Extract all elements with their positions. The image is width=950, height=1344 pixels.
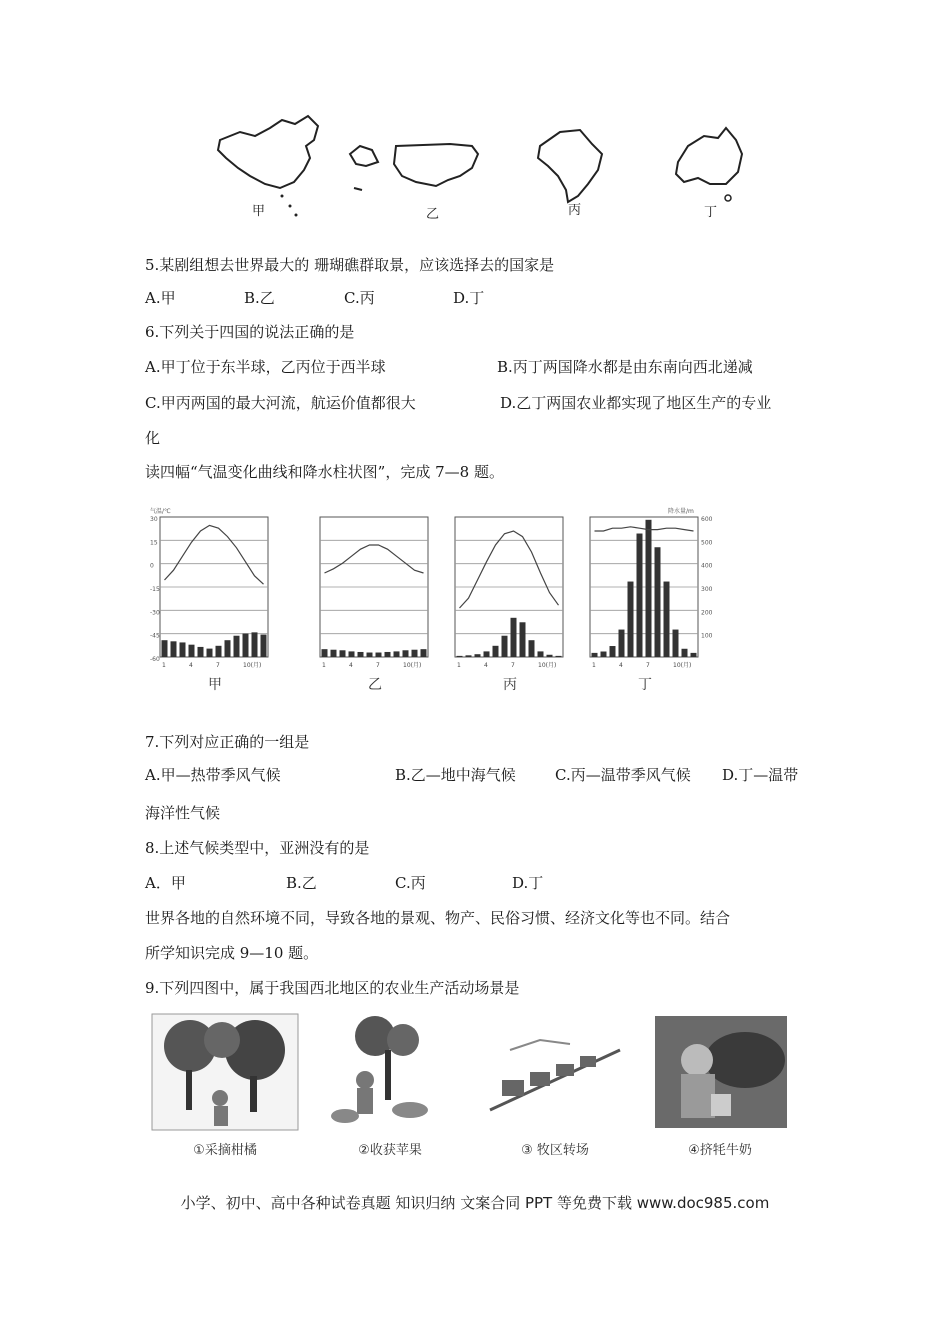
precip-bar	[421, 649, 427, 657]
month-tick: 1	[592, 662, 596, 669]
map-australia	[676, 128, 742, 184]
month-tick: 4	[349, 662, 353, 669]
precip-bar	[466, 655, 472, 657]
q8-option-b: B.乙	[286, 874, 317, 892]
precip-bar	[628, 582, 634, 657]
precip-tick: 200	[701, 609, 713, 617]
picture-pasture-migration	[480, 1010, 630, 1158]
caption-2: ②收获苹果	[358, 1143, 422, 1158]
q9-stem: 9.下列四图中，属于我国西北地区的农业生产活动场景是	[145, 979, 520, 997]
precip-bar	[189, 645, 195, 657]
temperature-curve	[325, 545, 424, 573]
q8-option-d: D.丁	[512, 874, 544, 892]
climate-label-3: 丁	[638, 677, 652, 693]
month-tick: 7	[216, 662, 220, 669]
precip-bar	[511, 618, 517, 657]
caption-4: ④挤牦牛奶	[688, 1143, 752, 1158]
precip-bar	[691, 653, 697, 657]
map-china	[218, 116, 318, 188]
precip-bar	[538, 651, 544, 657]
precip-bar	[529, 640, 535, 657]
q9-pictures	[145, 1010, 795, 1158]
precip-bar	[475, 654, 481, 657]
q6-option-b: B.丙丁两国降水都是由东南向西北递减	[497, 358, 753, 376]
month-tick: 1	[322, 662, 326, 669]
precip-tick: 500	[701, 539, 713, 547]
precip-bar	[180, 642, 186, 657]
month-tick: 10(月)	[403, 662, 422, 669]
caption-3: ③ 牧区转场	[521, 1143, 589, 1158]
map-label-jia: 甲	[252, 204, 266, 219]
precip-bar	[547, 655, 553, 657]
map-usa	[350, 146, 378, 166]
page-footer: 小学、初中、高中各种试卷真题 知识归纳 文案合同 PPT 等免费下载 www.doc985.com	[180, 1194, 770, 1212]
q7-stem: 7.下列对应正确的一组是	[145, 733, 310, 751]
q8-option-c: C.丙	[395, 874, 426, 892]
precip-tick: 600	[701, 516, 713, 523]
temp-tick: 0	[150, 562, 154, 570]
precip-bar	[601, 652, 607, 657]
precip-bar	[592, 653, 598, 657]
precip-bar	[655, 547, 661, 657]
month-tick: 1	[162, 662, 166, 669]
precip-bar	[520, 622, 526, 657]
month-tick: 10(月)	[243, 662, 262, 669]
q7-option-d: D.丁—温带	[722, 766, 799, 784]
month-tick: 7	[646, 662, 650, 669]
precip-bar	[234, 636, 240, 657]
q6-option-c: C.甲丙两国的最大河流，航运价值都很大	[145, 394, 416, 412]
precip-bar	[493, 646, 499, 657]
precip-bar	[412, 650, 418, 657]
precip-bar	[502, 636, 508, 657]
precip-bar	[376, 653, 382, 657]
precip-bar	[664, 582, 670, 657]
temp-axis-label: 气温/℃	[150, 508, 171, 515]
precip-bar	[385, 652, 391, 657]
temp-tick: -60	[150, 656, 160, 663]
precip-bar	[403, 650, 409, 657]
precip-bar	[243, 633, 249, 657]
picture-orange-picking	[150, 1010, 300, 1158]
climate-label-1: 乙	[368, 677, 382, 693]
precip-bar	[261, 635, 267, 657]
precip-bar	[322, 649, 328, 657]
precip-axis-label: 降水量/m	[668, 508, 694, 515]
precip-bar	[637, 534, 643, 657]
q6-option-a: A.甲丁位于东半球，乙丙位于西半球	[145, 358, 386, 376]
precip-bar	[216, 646, 222, 657]
precip-bar	[358, 652, 364, 657]
precip-bar	[673, 630, 679, 657]
precip-bar	[646, 520, 652, 657]
temperature-curve	[165, 525, 264, 584]
picture-yak-milking	[645, 1010, 795, 1158]
q5-option-a: A.甲	[145, 289, 176, 307]
precip-tick: 400	[701, 562, 713, 570]
q7-option-c: C.丙—温带季风气候	[555, 766, 691, 784]
intro-9-10-line2: 所学知识完成 9—10 题。	[145, 944, 319, 962]
month-tick: 10(月)	[673, 662, 692, 669]
q7-option-b: B.乙—地中海气候	[395, 766, 516, 784]
precip-bar	[331, 650, 337, 657]
precip-bar	[162, 640, 168, 657]
precip-bar	[682, 649, 688, 657]
precip-bar	[252, 632, 258, 657]
caption-1: ①采摘柑橘	[193, 1143, 257, 1158]
q6-stem: 6.下列关于四国的说法正确的是	[145, 323, 355, 341]
climate-label-2: 丙	[503, 677, 517, 693]
precip-bar	[610, 646, 616, 657]
q5-option-d: D.丁	[453, 289, 485, 307]
map-label-ding: 丁	[704, 205, 718, 220]
temp-tick: 30	[150, 516, 158, 523]
temp-tick: -30	[150, 609, 160, 617]
precip-bar	[619, 630, 625, 657]
map-brazil	[538, 130, 602, 202]
month-tick: 4	[189, 662, 193, 669]
q7-option-d-wrap: 海洋性气候	[145, 804, 221, 822]
q6-option-d-wrap: 化	[145, 429, 161, 447]
intro-7-8: 读四幅“气温变化曲线和降水柱状图”，完成 7—8 题。	[145, 463, 504, 481]
temperature-curve	[460, 531, 559, 608]
precip-tick: 100	[701, 632, 713, 640]
month-tick: 10(月)	[538, 662, 557, 669]
precip-bar	[349, 651, 355, 657]
month-tick: 7	[511, 662, 515, 669]
temp-tick: -15	[150, 586, 160, 593]
precip-bar	[367, 653, 373, 657]
precip-bar	[556, 656, 562, 657]
q7-option-a: A.甲—热带季风气候	[145, 766, 281, 784]
temp-tick: -45	[150, 632, 160, 640]
month-tick: 1	[457, 662, 461, 669]
temperature-curve	[595, 527, 694, 531]
q6-option-d: D.乙丁两国农业都实现了地区生产的专业	[500, 394, 772, 412]
month-tick: 7	[376, 662, 380, 669]
precip-bar	[457, 656, 463, 657]
climate-label-0: 甲	[208, 677, 222, 693]
climate-charts	[150, 505, 730, 705]
q5-option-b: B.乙	[244, 289, 275, 307]
map-label-bing: 丙	[568, 203, 582, 218]
country-outline-maps	[210, 110, 770, 230]
intro-9-10-line1: 世界各地的自然环境不同，导致各地的景观、物产、民俗习惯、经济文化等也不同。结合	[145, 909, 731, 927]
map-label-yi: 乙	[426, 207, 440, 222]
precip-tick: 300	[701, 586, 713, 593]
precip-bar	[171, 641, 177, 657]
month-tick: 4	[619, 662, 623, 669]
q5-stem: 5.某剧组想去世界最大的 珊瑚礁群取景，应该选择去的国家是	[145, 256, 555, 274]
q8-stem: 8.上述气候类型中，亚洲没有的是	[145, 839, 370, 857]
precip-bar	[394, 651, 400, 657]
precip-bar	[198, 647, 204, 657]
precip-bar	[207, 649, 213, 657]
q8-option-a: A．甲	[145, 874, 186, 892]
month-tick: 4	[484, 662, 488, 669]
picture-apple-harvest	[315, 1010, 465, 1158]
precip-bar	[484, 651, 490, 657]
q5-option-c: C.丙	[344, 289, 375, 307]
precip-bar	[225, 640, 231, 657]
precip-bar	[340, 650, 346, 657]
temp-tick: 15	[150, 539, 158, 547]
